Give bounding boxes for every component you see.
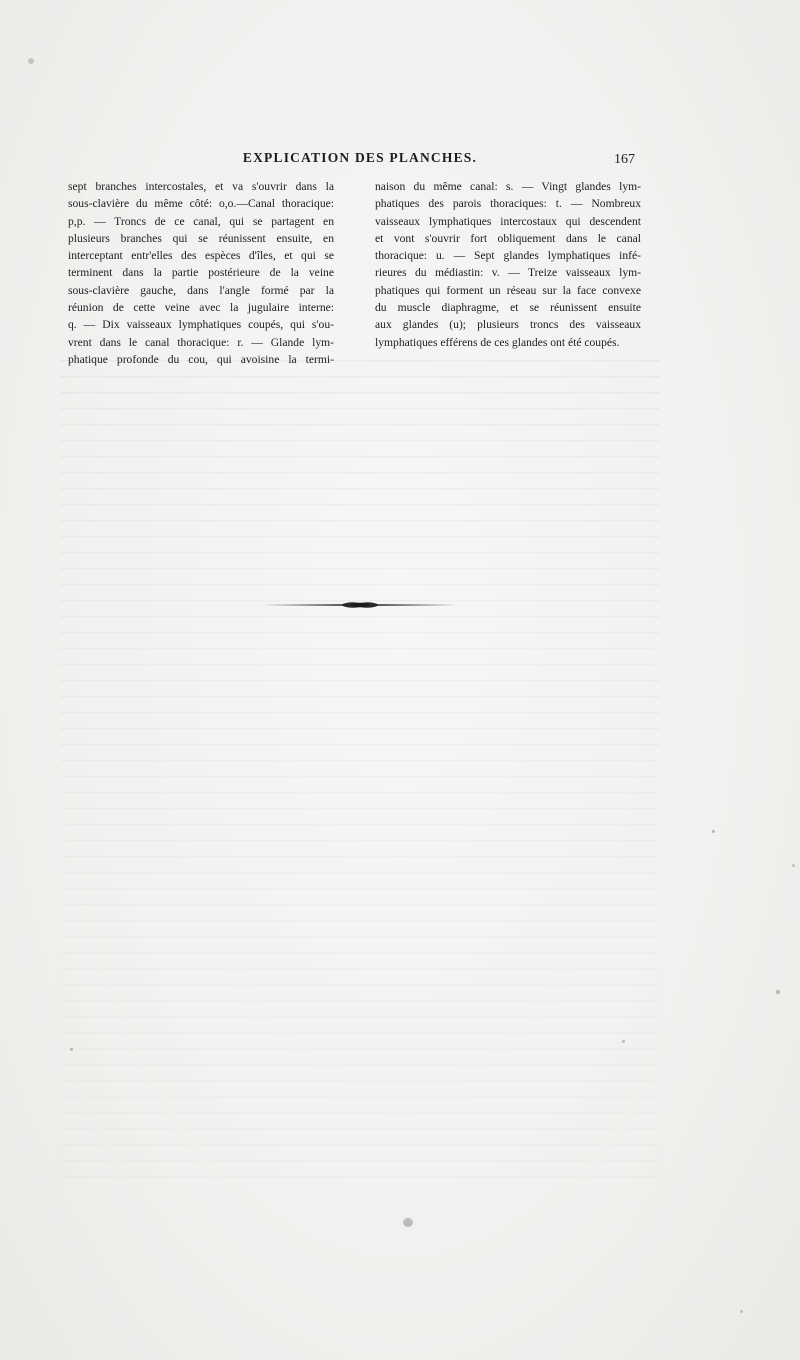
text-line: lymphatiques efférens de ces glandes ont été coupés. xyxy=(375,335,620,349)
paper-speck xyxy=(403,1218,413,1227)
text-line: phatiques des parois thoraciques: t. — Nombreux xyxy=(375,197,641,211)
running-header-title: EXPLICATION DES PLANCHES. xyxy=(242,150,478,165)
text-line: plusieurs branches qui se réunissent ensuite, en xyxy=(68,231,334,245)
paper-speck xyxy=(70,1048,73,1051)
text-line: vaisseaux lymphatiques intercostaux qui descendent xyxy=(375,214,641,228)
text-line: vrent dans le canal thoracique: r. — Glande lym- xyxy=(68,335,334,349)
paper-speck xyxy=(792,864,795,867)
text-line: réunion de cette veine avec la jugulaire interne: xyxy=(68,301,334,315)
paper-speck xyxy=(622,1040,625,1043)
ornamental-rule xyxy=(262,598,458,612)
text-line: sept branches intercostales, et va s'ouvrir dans la xyxy=(68,180,334,193)
text-line: terminent dans la partie postérieure de la veine xyxy=(68,266,334,280)
show-through-bleed xyxy=(60,360,660,1180)
paper-speck xyxy=(712,830,715,833)
text-line: interceptant entr'elles des espèces d'îles, et qui se xyxy=(68,249,334,263)
page-number: 167 xyxy=(614,152,635,167)
text-line: thoracique: u. — Sept glandes lymphatiques infé- xyxy=(375,249,641,263)
text-line: q. — Dix vaisseaux lymphatiques coupés, qui s'ou- xyxy=(68,318,334,332)
text-line: du muscle diaphragme, et se réunissent ensuite xyxy=(375,301,641,315)
text-line: sous-clavière du même côté: o,o.—Canal thoracique: xyxy=(68,197,334,211)
text-line: p,p. — Troncs de ce canal, qui se partagent en xyxy=(68,214,334,228)
text-column-right xyxy=(375,178,641,351)
text-line: rieures du médiastin: v. — Treize vaisseaux lym- xyxy=(375,266,641,280)
text-line: et vont s'ouvrir fort obliquement dans le canal xyxy=(375,231,641,245)
paper-speck xyxy=(776,990,780,994)
paper-speck xyxy=(740,1310,743,1313)
paper-speck xyxy=(28,58,34,64)
text-line: phatiques qui forment un réseau sur la face convexe xyxy=(375,283,641,297)
text-line: naison du même canal: s. — Vingt glandes lym- xyxy=(375,180,641,193)
text-line: phatique profonde du cou, qui avoisine la termi- xyxy=(68,352,334,366)
text-line: sous-clavière gauche, dans l'angle formé par la xyxy=(68,283,334,297)
text-line: aux glandes (u); plusieurs troncs des vaisseaux xyxy=(375,318,641,332)
text-column-left xyxy=(68,178,334,368)
